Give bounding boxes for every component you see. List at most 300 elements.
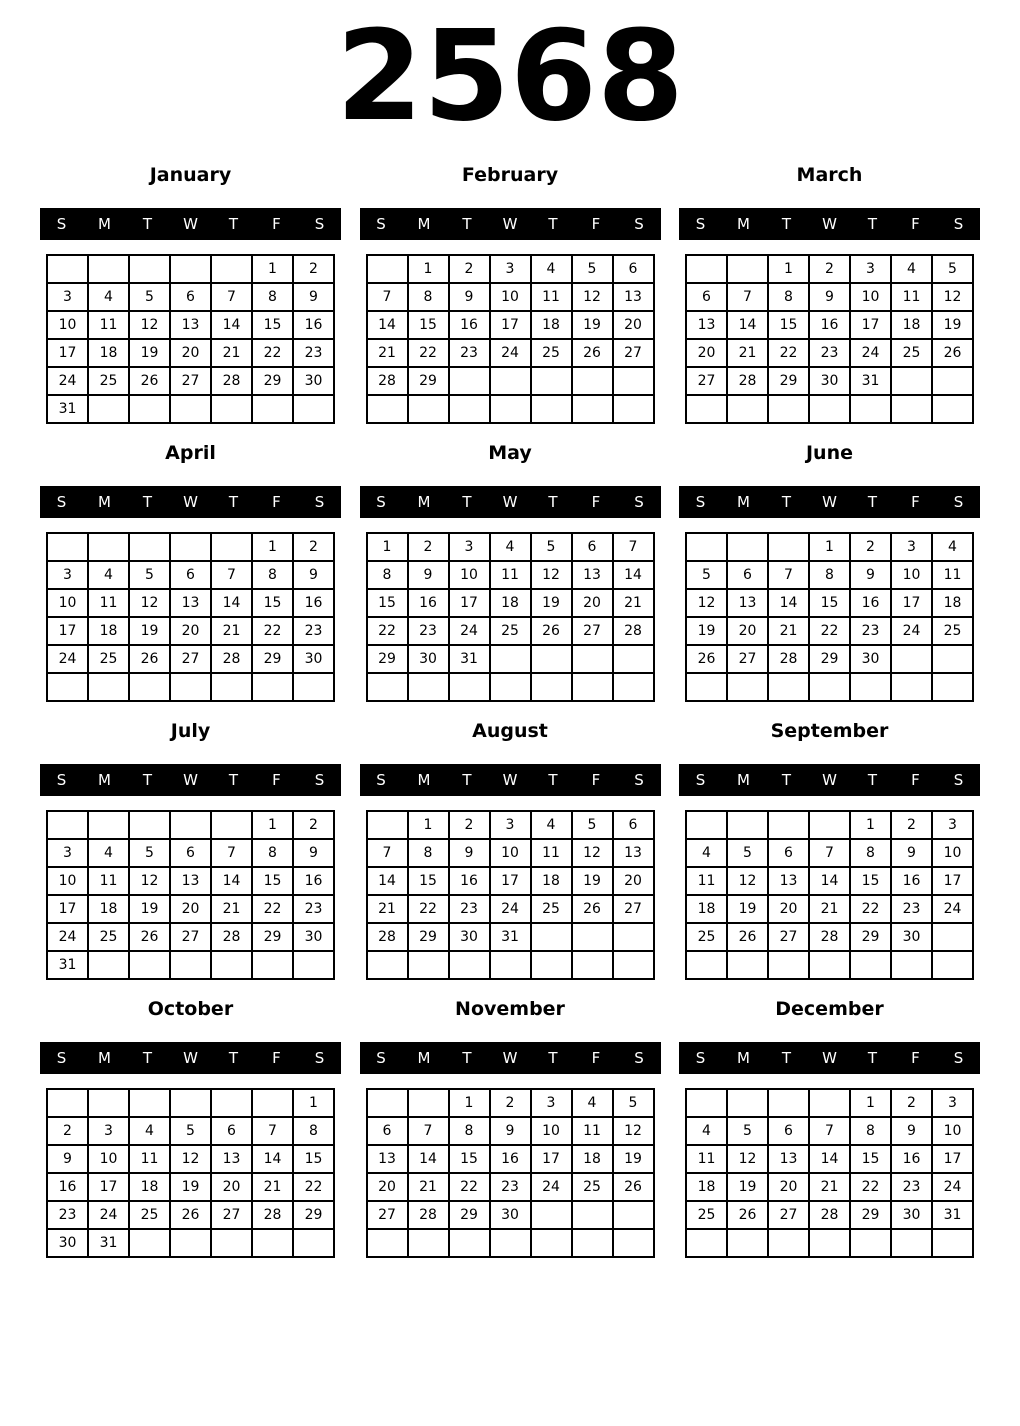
- week-row: [686, 895, 973, 923]
- day-cell: 29: [449, 1201, 490, 1229]
- day-cell: 16: [449, 311, 490, 339]
- day-cell: 22: [252, 895, 293, 923]
- month-day-grid: [46, 532, 335, 702]
- day-cell-empty: [531, 951, 572, 979]
- day-cell: 11: [88, 867, 129, 895]
- day-cell: 18: [572, 1145, 613, 1173]
- day-cell: 8: [809, 561, 850, 589]
- day-cell: 12: [170, 1145, 211, 1173]
- day-cell: 3: [891, 533, 932, 561]
- day-cell: 28: [211, 645, 252, 673]
- day-cell: 1: [809, 533, 850, 561]
- day-cell: 29: [850, 1201, 891, 1229]
- week-row: [686, 951, 973, 979]
- weekday-label: S: [314, 771, 325, 789]
- weekday-label: T: [548, 1049, 558, 1067]
- day-cell: 1: [850, 811, 891, 839]
- weekday-label: M: [417, 215, 431, 233]
- day-cell: 25: [891, 339, 932, 367]
- week-row: [686, 1145, 973, 1173]
- weekday-header-bar: [40, 1042, 341, 1074]
- day-cell: 28: [408, 1201, 449, 1229]
- week-row: [686, 923, 973, 951]
- day-cell: 7: [809, 1117, 850, 1145]
- day-cell: 11: [531, 283, 572, 311]
- day-cell-empty: [531, 923, 572, 951]
- day-cell: 28: [613, 617, 654, 645]
- day-cell: 29: [850, 923, 891, 951]
- day-cell: 16: [293, 589, 334, 617]
- day-cell: 20: [170, 895, 211, 923]
- day-cell: 9: [408, 561, 449, 589]
- week-row: [686, 589, 973, 617]
- day-cell: 2: [449, 811, 490, 839]
- day-cell: 8: [252, 561, 293, 589]
- day-cell: 27: [768, 1201, 809, 1229]
- weekday-label: W: [502, 1049, 518, 1067]
- weekday-label: F: [272, 215, 281, 233]
- day-cell-empty: [47, 811, 88, 839]
- day-cell: 25: [531, 895, 572, 923]
- weekday-label: S: [56, 1049, 67, 1067]
- month-title: April: [165, 442, 216, 464]
- day-cell: 17: [47, 339, 88, 367]
- day-cell: 7: [252, 1117, 293, 1145]
- day-cell: 25: [686, 1201, 727, 1229]
- day-cell: 8: [850, 839, 891, 867]
- weekday-label: T: [142, 215, 153, 233]
- day-cell: 2: [891, 1089, 932, 1117]
- day-cell: 23: [293, 617, 334, 645]
- day-cell-empty: [293, 395, 334, 423]
- month-may: [360, 438, 661, 702]
- day-cell: 20: [367, 1173, 408, 1201]
- day-cell: 10: [490, 283, 531, 311]
- day-cell: 6: [727, 561, 768, 589]
- day-cell: 8: [252, 839, 293, 867]
- day-cell: 2: [809, 255, 850, 283]
- month-march: [679, 160, 980, 424]
- day-cell-empty: [850, 951, 891, 979]
- day-cell: 11: [88, 589, 129, 617]
- day-cell: 8: [293, 1117, 334, 1145]
- day-cell: 15: [850, 867, 891, 895]
- day-cell-empty: [686, 951, 727, 979]
- day-cell-empty: [572, 1229, 613, 1257]
- day-cell: 6: [613, 255, 654, 283]
- day-cell: 23: [490, 1173, 531, 1201]
- day-cell: 18: [490, 589, 531, 617]
- day-cell-empty: [686, 1229, 727, 1257]
- day-cell: 22: [252, 339, 293, 367]
- day-cell: 30: [47, 1229, 88, 1257]
- day-cell-empty: [252, 395, 293, 423]
- day-cell: 14: [768, 589, 809, 617]
- day-cell: 14: [727, 311, 768, 339]
- day-cell-empty: [768, 673, 809, 701]
- weekday-label: S: [376, 215, 386, 233]
- day-cell: 9: [293, 839, 334, 867]
- day-cell: 31: [47, 395, 88, 423]
- weekday-label: F: [911, 771, 920, 789]
- day-cell: 10: [932, 839, 973, 867]
- day-cell: 28: [367, 367, 408, 395]
- weekday-label: S: [634, 771, 644, 789]
- weekday-label: S: [314, 1049, 325, 1067]
- week-row: [686, 311, 973, 339]
- week-row: [367, 923, 654, 951]
- day-cell: 11: [891, 283, 932, 311]
- day-cell-empty: [252, 1089, 293, 1117]
- month-title: March: [796, 164, 863, 186]
- day-cell: 17: [490, 867, 531, 895]
- day-cell: 19: [129, 617, 170, 645]
- day-cell-empty: [531, 395, 572, 423]
- day-cell: 14: [252, 1145, 293, 1173]
- day-cell: 7: [613, 533, 654, 561]
- day-cell-empty: [88, 951, 129, 979]
- weekday-header-bar: [360, 208, 661, 240]
- week-row: [47, 617, 334, 645]
- day-cell: 9: [47, 1145, 88, 1173]
- weekday-header-bar: [360, 764, 661, 796]
- day-cell-empty: [932, 673, 973, 701]
- day-cell: 5: [613, 1089, 654, 1117]
- day-cell: 19: [572, 311, 613, 339]
- month-day-grid: [685, 254, 974, 424]
- week-row: [47, 589, 334, 617]
- day-cell: 24: [47, 645, 88, 673]
- day-cell: 31: [449, 645, 490, 673]
- day-cell-empty: [531, 1229, 572, 1257]
- day-cell: 16: [490, 1145, 531, 1173]
- month-january: [40, 160, 341, 424]
- day-cell: 26: [932, 339, 973, 367]
- day-cell: 4: [531, 811, 572, 839]
- week-row: [686, 1229, 973, 1257]
- week-row: [367, 1145, 654, 1173]
- day-cell: 27: [768, 923, 809, 951]
- day-cell-empty: [768, 533, 809, 561]
- week-row: [686, 1173, 973, 1201]
- weekday-label: T: [781, 215, 792, 233]
- weekday-label: T: [228, 215, 239, 233]
- weekday-label: S: [953, 771, 964, 789]
- day-cell: 16: [850, 589, 891, 617]
- weekday-label: S: [376, 493, 386, 511]
- month-day-grid: [685, 532, 974, 702]
- day-cell: 23: [47, 1201, 88, 1229]
- day-cell: 1: [367, 533, 408, 561]
- day-cell: 20: [768, 1173, 809, 1201]
- day-cell: 13: [727, 589, 768, 617]
- day-cell: 29: [252, 923, 293, 951]
- weekday-label: F: [272, 493, 281, 511]
- day-cell-empty: [490, 645, 531, 673]
- day-cell-empty: [47, 255, 88, 283]
- week-row: [686, 533, 973, 561]
- day-cell: 7: [768, 561, 809, 589]
- weekday-label: T: [228, 493, 239, 511]
- weekday-label: S: [953, 1049, 964, 1067]
- day-cell: 28: [211, 923, 252, 951]
- weekday-label: S: [695, 771, 706, 789]
- week-row: [47, 561, 334, 589]
- day-cell-empty: [613, 395, 654, 423]
- weekday-label: W: [502, 771, 518, 789]
- week-row: [367, 645, 654, 673]
- day-cell: 5: [727, 839, 768, 867]
- day-cell: 2: [449, 255, 490, 283]
- day-cell: 17: [88, 1173, 129, 1201]
- day-cell-empty: [850, 395, 891, 423]
- day-cell: 13: [211, 1145, 252, 1173]
- day-cell-empty: [129, 1229, 170, 1257]
- week-row: [47, 1089, 334, 1117]
- day-cell-empty: [88, 1089, 129, 1117]
- day-cell-empty: [211, 533, 252, 561]
- day-cell: 21: [211, 339, 252, 367]
- day-cell: 6: [170, 839, 211, 867]
- day-cell-empty: [613, 1201, 654, 1229]
- day-cell: 23: [408, 617, 449, 645]
- day-cell-empty: [686, 673, 727, 701]
- day-cell-empty: [686, 395, 727, 423]
- day-cell: 22: [449, 1173, 490, 1201]
- day-cell: 15: [809, 589, 850, 617]
- day-cell: 17: [490, 311, 531, 339]
- day-cell: 30: [293, 367, 334, 395]
- day-cell: 4: [686, 839, 727, 867]
- day-cell: 10: [88, 1145, 129, 1173]
- day-cell: 20: [572, 589, 613, 617]
- day-cell-empty: [367, 1089, 408, 1117]
- day-cell: 17: [531, 1145, 572, 1173]
- week-row: [367, 839, 654, 867]
- day-cell: 31: [490, 923, 531, 951]
- week-row: [367, 617, 654, 645]
- day-cell: 4: [572, 1089, 613, 1117]
- day-cell: 22: [252, 617, 293, 645]
- weekday-label: S: [314, 493, 325, 511]
- weekday-label: T: [867, 215, 878, 233]
- month-day-grid: [46, 1088, 335, 1258]
- weekday-label: T: [781, 493, 792, 511]
- weekday-label: S: [634, 1049, 644, 1067]
- week-row: [686, 839, 973, 867]
- day-cell-empty: [170, 951, 211, 979]
- day-cell: 6: [170, 283, 211, 311]
- day-cell-empty: [170, 811, 211, 839]
- week-row: [686, 395, 973, 423]
- month-title: December: [775, 998, 884, 1020]
- day-cell: 30: [809, 367, 850, 395]
- year-title: 2568: [336, 4, 684, 149]
- weekday-label: W: [183, 493, 198, 511]
- day-cell: 13: [768, 867, 809, 895]
- day-cell: 24: [891, 617, 932, 645]
- week-row: [686, 561, 973, 589]
- weekday-label: M: [417, 493, 431, 511]
- day-cell: 18: [531, 311, 572, 339]
- weekday-label: F: [911, 493, 920, 511]
- day-cell: 9: [293, 283, 334, 311]
- day-cell: 26: [170, 1201, 211, 1229]
- day-cell: 19: [932, 311, 973, 339]
- day-cell-empty: [572, 395, 613, 423]
- day-cell-empty: [572, 923, 613, 951]
- day-cell: 23: [891, 895, 932, 923]
- weekday-label: S: [695, 493, 706, 511]
- day-cell-empty: [88, 811, 129, 839]
- day-cell: 24: [850, 339, 891, 367]
- day-cell: 3: [490, 811, 531, 839]
- day-cell: 2: [293, 811, 334, 839]
- day-cell-empty: [293, 951, 334, 979]
- weekday-label: T: [462, 215, 472, 233]
- day-cell-empty: [129, 951, 170, 979]
- day-cell: 26: [686, 645, 727, 673]
- week-row: [47, 867, 334, 895]
- day-cell-empty: [686, 1089, 727, 1117]
- weekday-label: S: [953, 493, 964, 511]
- day-cell-empty: [531, 367, 572, 395]
- day-cell: 24: [932, 1173, 973, 1201]
- day-cell: 24: [531, 1173, 572, 1201]
- day-cell: 13: [768, 1145, 809, 1173]
- day-cell-empty: [572, 367, 613, 395]
- month-title: November: [455, 998, 565, 1020]
- day-cell: 2: [490, 1089, 531, 1117]
- day-cell-empty: [211, 673, 252, 701]
- day-cell: 24: [490, 339, 531, 367]
- day-cell: 12: [727, 1145, 768, 1173]
- day-cell: 14: [408, 1145, 449, 1173]
- day-cell-empty: [686, 533, 727, 561]
- day-cell: 24: [449, 617, 490, 645]
- weekday-label: M: [417, 771, 431, 789]
- day-cell: 12: [686, 589, 727, 617]
- weekday-header-bar: [40, 208, 341, 240]
- day-cell: 26: [531, 617, 572, 645]
- week-row: [47, 367, 334, 395]
- week-row: [367, 367, 654, 395]
- day-cell: 28: [727, 367, 768, 395]
- day-cell-empty: [490, 673, 531, 701]
- day-cell: 21: [809, 895, 850, 923]
- weekday-label: F: [591, 771, 601, 789]
- day-cell-empty: [613, 367, 654, 395]
- weekday-label: W: [822, 215, 837, 233]
- day-cell: 2: [891, 811, 932, 839]
- day-cell-empty: [170, 395, 211, 423]
- day-cell: 6: [367, 1117, 408, 1145]
- day-cell: 10: [891, 561, 932, 589]
- day-cell: 12: [572, 839, 613, 867]
- weekday-label: W: [183, 1049, 198, 1067]
- day-cell: 12: [129, 867, 170, 895]
- day-cell: 6: [211, 1117, 252, 1145]
- day-cell: 15: [408, 311, 449, 339]
- month-day-grid: [366, 532, 655, 702]
- day-cell: 24: [490, 895, 531, 923]
- day-cell: 15: [252, 311, 293, 339]
- day-cell: 28: [809, 1201, 850, 1229]
- week-row: [47, 311, 334, 339]
- day-cell: 6: [768, 1117, 809, 1145]
- day-cell: 18: [129, 1173, 170, 1201]
- month-day-grid: [685, 1088, 974, 1258]
- day-cell-empty: [252, 951, 293, 979]
- day-cell: 19: [727, 1173, 768, 1201]
- day-cell: 26: [129, 367, 170, 395]
- day-cell: 24: [932, 895, 973, 923]
- month-september: [679, 716, 980, 980]
- day-cell: 15: [449, 1145, 490, 1173]
- day-cell-empty: [367, 255, 408, 283]
- day-cell: 11: [88, 311, 129, 339]
- weekday-label: T: [142, 771, 153, 789]
- month-title: July: [170, 720, 211, 742]
- day-cell-empty: [490, 367, 531, 395]
- day-cell: 5: [129, 283, 170, 311]
- weekday-label: F: [272, 771, 281, 789]
- day-cell: 5: [170, 1117, 211, 1145]
- day-cell: 12: [129, 311, 170, 339]
- weekday-label: T: [867, 771, 878, 789]
- day-cell: 26: [727, 1201, 768, 1229]
- week-row: [367, 673, 654, 701]
- day-cell: 25: [572, 1173, 613, 1201]
- day-cell-empty: [891, 951, 932, 979]
- weekday-label: W: [822, 493, 837, 511]
- day-cell-empty: [768, 395, 809, 423]
- day-cell: 23: [293, 895, 334, 923]
- day-cell: 10: [47, 311, 88, 339]
- day-cell: 20: [170, 617, 211, 645]
- day-cell: 5: [572, 811, 613, 839]
- day-cell: 26: [129, 645, 170, 673]
- day-cell: 24: [47, 367, 88, 395]
- day-cell: 14: [809, 867, 850, 895]
- day-cell-empty: [932, 395, 973, 423]
- day-cell: 25: [531, 339, 572, 367]
- day-cell-empty: [449, 1229, 490, 1257]
- weekday-label: T: [867, 493, 878, 511]
- day-cell: 21: [367, 339, 408, 367]
- day-cell-empty: [932, 923, 973, 951]
- day-cell: 27: [170, 923, 211, 951]
- day-cell: 4: [531, 255, 572, 283]
- day-cell: 16: [293, 867, 334, 895]
- day-cell-empty: [809, 395, 850, 423]
- day-cell: 1: [252, 811, 293, 839]
- day-cell: 29: [252, 367, 293, 395]
- day-cell: 4: [686, 1117, 727, 1145]
- day-cell: 7: [367, 283, 408, 311]
- day-cell: 22: [367, 617, 408, 645]
- day-cell: 5: [531, 533, 572, 561]
- day-cell: 8: [768, 283, 809, 311]
- month-title: February: [461, 164, 559, 186]
- weekday-label: M: [737, 1049, 750, 1067]
- week-row: [47, 645, 334, 673]
- weekday-label: T: [781, 1049, 792, 1067]
- day-cell-empty: [129, 811, 170, 839]
- day-cell: 7: [408, 1117, 449, 1145]
- day-cell: 14: [613, 561, 654, 589]
- day-cell: 7: [211, 283, 252, 311]
